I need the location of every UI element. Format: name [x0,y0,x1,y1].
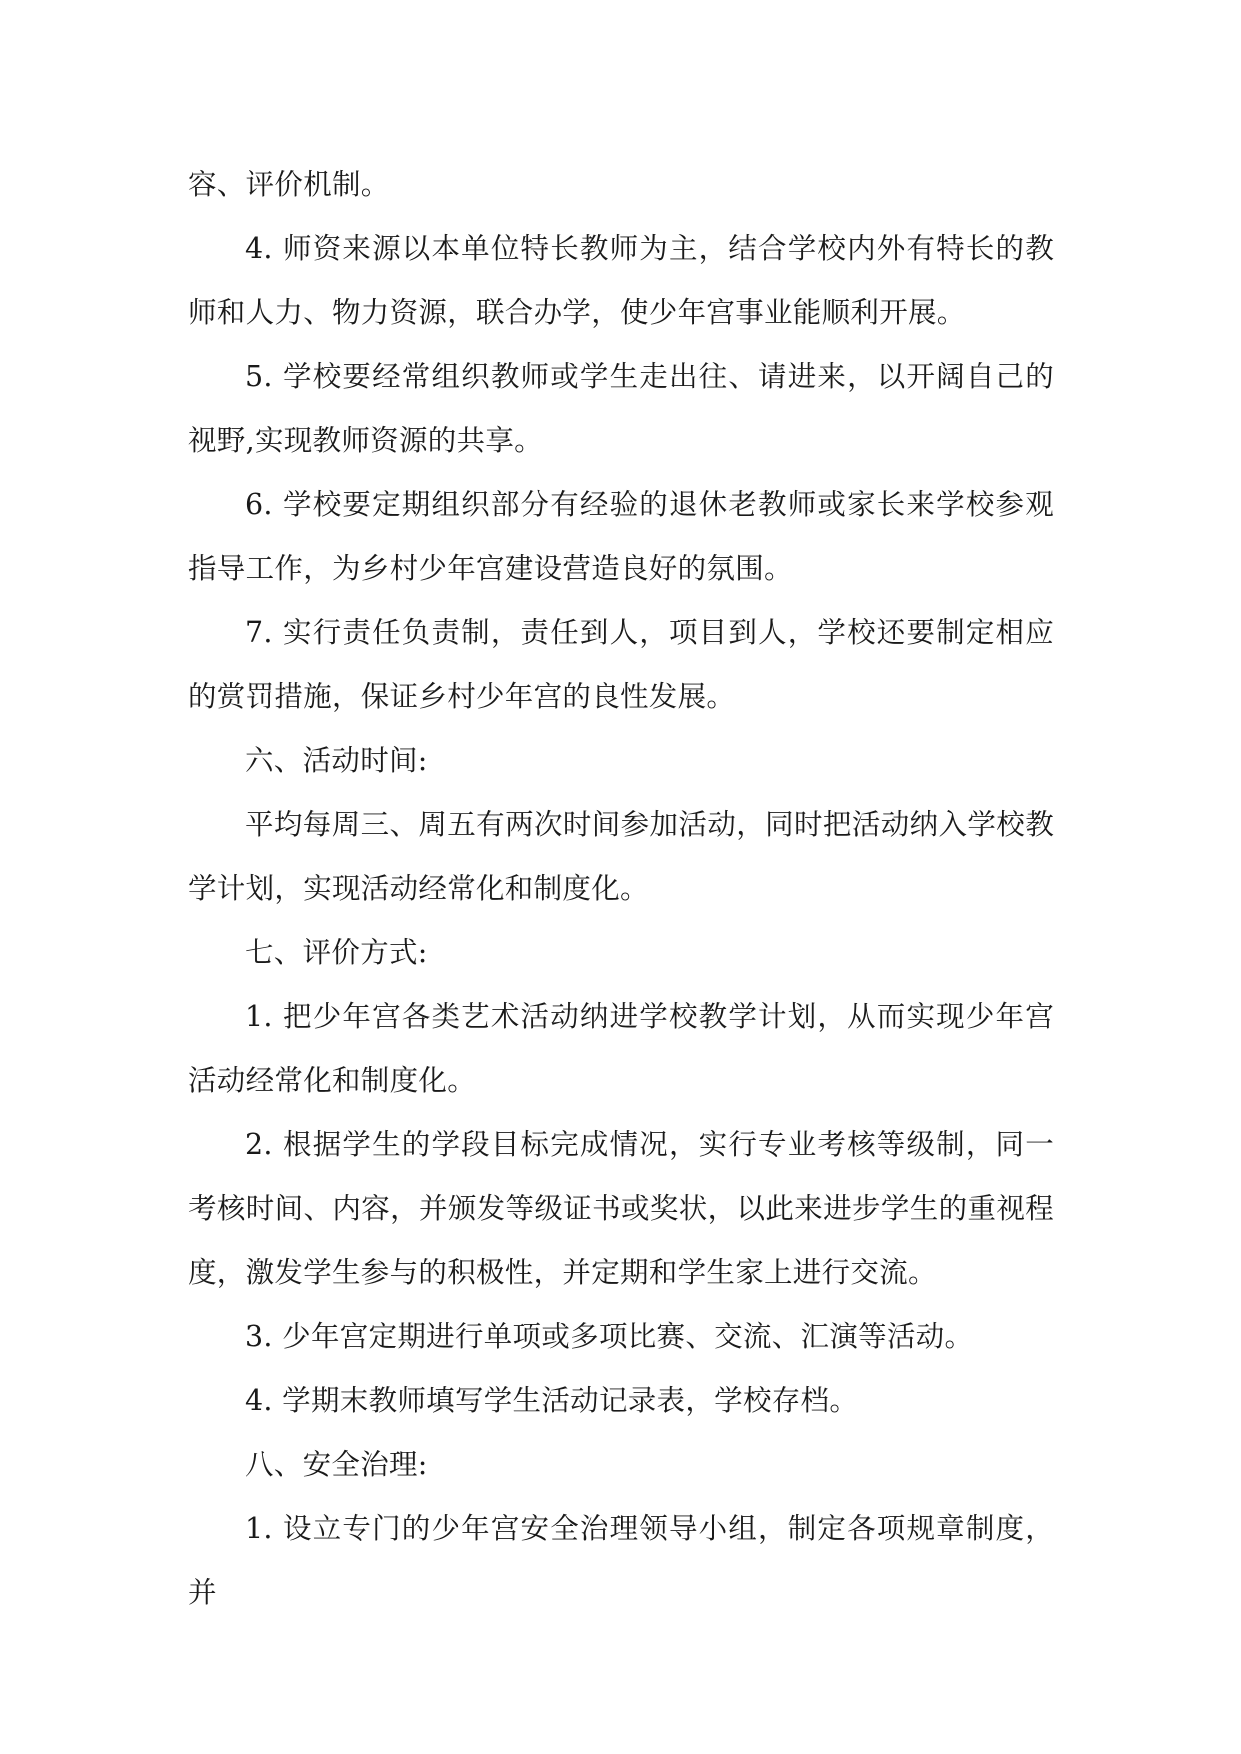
paragraph: 6. 学校要定期组织部分有经验的退休老教师或家长来学校参观指导工作，为乡村少年宫建设营造良好的氛围。 [188,488,1054,585]
document-body [188,153,1054,1625]
section-heading: 八、安全治理: [245,1448,428,1481]
paragraph: 3. 少年宫定期进行单项或多项比赛、交流、汇演等活动。 [245,1320,974,1353]
section-heading: 六、活动时间: [245,744,428,777]
paragraph: 1. 把少年宫各类艺术活动纳进学校教学计划，从而实现少年宫活动经常化和制度化。 [188,1000,1054,1097]
paragraph: 2. 根据学生的学段目标完成情况，实行专业考核等级制，同一考核时间、内容，并颁发等级证书或奖状，以此来进步学生的重视程度，激发学生参与的积极性，并定期和学生家上进行交流。 [188,1128,1054,1289]
section-heading: 七、评价方式: [245,936,428,969]
paragraph: 5. 学校要经常组织教师或学生走出往、请进来，以开阔自己的视野,实现教师资源的共享。 [188,360,1054,457]
paragraph: 4. 师资来源以本单位特长教师为主，结合学校内外有特长的教师和人力、物力资源，联合办学，使少年宫事业能顺利开展。 [188,232,1054,329]
paragraph: 容、评价机制。 [188,168,390,201]
paragraph: 7. 实行责任负责制，责任到人，项目到人，学校还要制定相应的赏罚措施，保证乡村少年宫的良性发展。 [188,616,1054,713]
paragraph: 平均每周三、周五有两次时间参加活动，同时把活动纳入学校教学计划，实现活动经常化和制度化。 [188,808,1054,905]
paragraph: 1. 设立专门的少年宫安全治理领导小组，制定各项规章制度，并 [188,1512,1054,1609]
paragraph: 4. 学期末教师填写学生活动记录表，学校存档。 [245,1384,859,1417]
